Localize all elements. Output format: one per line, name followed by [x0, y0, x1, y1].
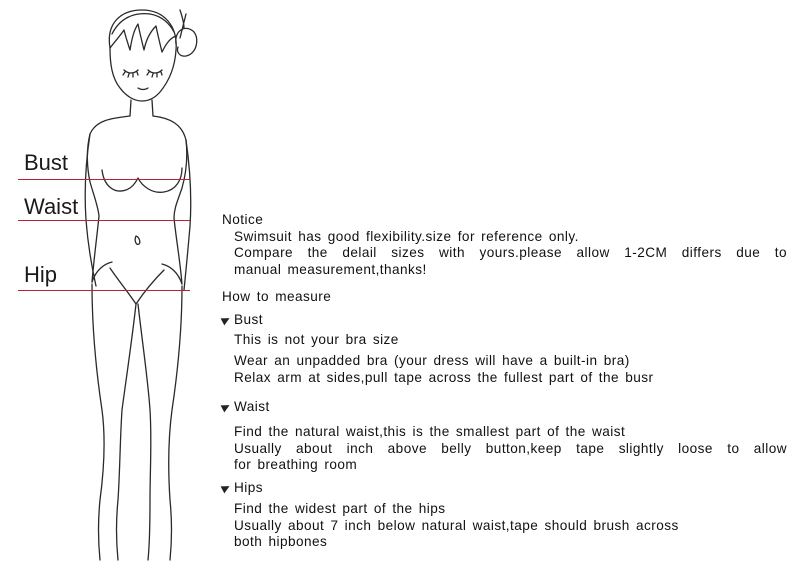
- how-to-measure-title: How to measure: [222, 288, 332, 304]
- bust-instruction: This is not your bra size: [234, 332, 399, 348]
- waist-section-title: Waist: [222, 399, 787, 416]
- torso-left: [87, 116, 130, 282]
- right-arm: [184, 140, 191, 290]
- left-eye: [123, 70, 138, 77]
- hip-measure-line: [18, 290, 190, 291]
- hip-lines: [92, 262, 182, 284]
- right-leg: [138, 286, 182, 560]
- hips-instruction: Usually about 7 inch below natural waist,tape should brush across: [234, 517, 679, 533]
- notice-title: Notice: [222, 212, 264, 227]
- bust-instruction: Wear an unpadded bra (your dress will have a built-in bra): [234, 352, 630, 368]
- hair-top: [112, 14, 174, 34]
- hips-instruction: both hipbones: [234, 534, 328, 550]
- bust-section-title: Bust: [222, 312, 787, 329]
- waist-instruction: Find the natural waist,this is the smallest part of the waist: [234, 424, 626, 440]
- hair-bangs: [110, 24, 176, 52]
- arrow-icon: [221, 402, 232, 413]
- bust-measure-line: [18, 179, 190, 180]
- bust-curves: [102, 168, 182, 192]
- waist-instruction: for breathing room: [234, 457, 358, 473]
- arrow-icon: [221, 314, 232, 325]
- arrow-icon: [221, 483, 232, 494]
- left-leg: [92, 284, 136, 560]
- bust-label: Bust: [24, 150, 69, 175]
- hip-label: Hip: [24, 262, 58, 287]
- waist-instruction: Usually about inch above belly button,keep tape slightly loose to allow: [234, 440, 787, 456]
- waist-measure-line: [18, 220, 190, 221]
- hips-section-title: Hips: [222, 480, 787, 497]
- notice-line: Compare the delail sizes with yours.please allow 1-2CM differs due to: [234, 245, 787, 261]
- mouth: [138, 88, 148, 90]
- notice-line: manual measurement,thanks!: [234, 262, 427, 278]
- crotch: [110, 268, 164, 304]
- bust-instruction: Relax arm at sides,pull tape across the fullest part of the busr: [234, 369, 654, 385]
- hair-bun: [176, 28, 197, 56]
- right-eye: [147, 70, 162, 77]
- instructions-panel: [222, 212, 787, 551]
- waist-label: Waist: [24, 194, 79, 219]
- neck: [130, 100, 153, 116]
- navel: [135, 236, 140, 244]
- hair-bun-tie: [180, 10, 186, 38]
- torso-right: [153, 116, 187, 284]
- hips-instruction: Find the widest part of the hips: [234, 500, 446, 516]
- notice-line: Swimsuit has good flexibility.size for reference only.: [234, 228, 579, 244]
